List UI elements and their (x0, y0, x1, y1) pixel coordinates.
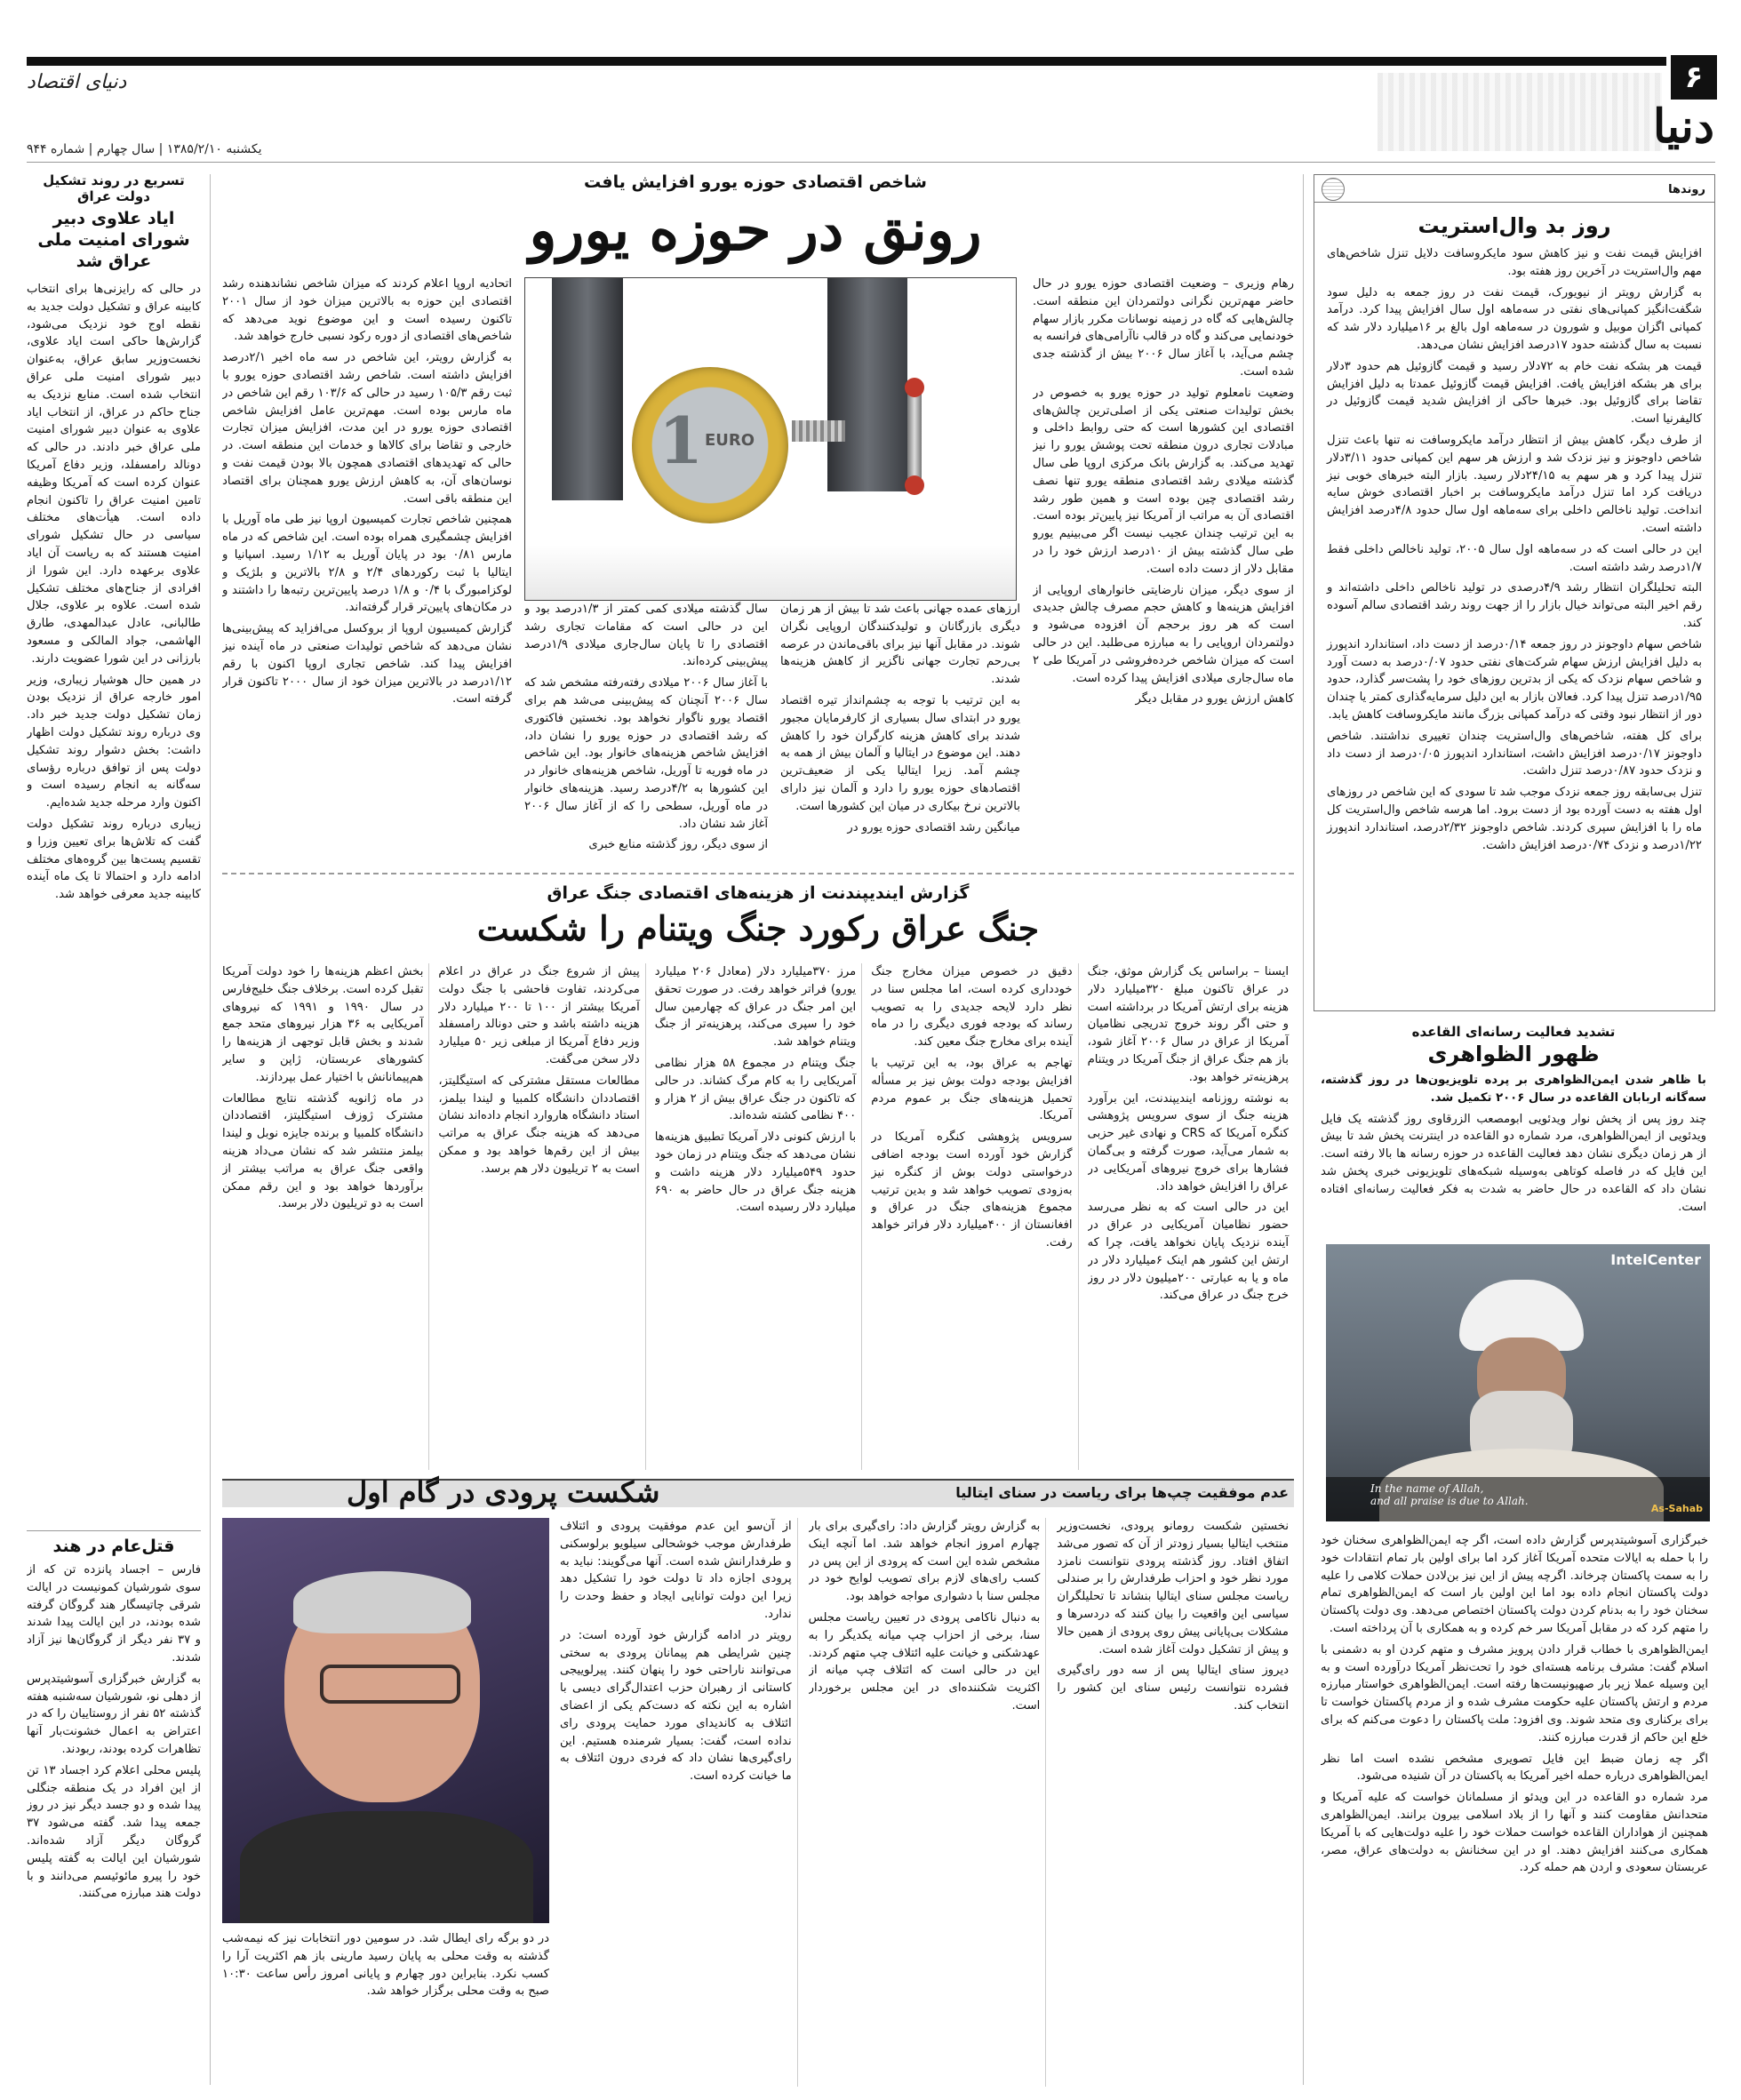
vise-knob (905, 378, 924, 397)
zawahiri-intro: با ظاهر شدن ایمن‌الظواهری بر پرده تلویزیون‌ها در روز گذشته، سه‌گانه اربابان القاعده در سال ۲۰۰۶ تکمیل شد. (1321, 1074, 1706, 1105)
euro-title: رونق در حوزه یورو (529, 197, 982, 264)
iraq-column (871, 963, 1078, 1470)
prodi-caption-wrap (222, 1930, 549, 2081)
euro-paragraph: اتحادیه اروپا اعلام کردند که میزان شاخص نشاندهنده رشد اقتصادی این حوزه به بالاترین میزان خود از سال ۲۰۰۱ تاکنون رسیده است و این موضوع نوید می‌دهد که شاخص‌های اقتصادی از دوره رکود نسبی خارج خواهد شد. (222, 277, 512, 344)
prodi-caption: در دو برگه رای ایطال شد. در سومین دور انتخابات نیز که نیمه‌شب گذشته به وقت محلی به پایان رسید مارینی باز هم اکثریت آرا را کسب نکرد. بنابراین دور چهارم و پایانی امروز رأس ساعت ۱۰:۳۰ صبح به وقت محلی برگزار خواهد شد. (222, 1932, 549, 1999)
iraq-paragraph: مرز ۳۷۰میلیارد دلار (معادل ۲۰۶ میلیارد یورو) فراتر خواهد رفت. در صورت تحقق این امر جنگ در عراق که چهارمین سال خود را سپری می‌کند، پرهزینه‌تر از جنگ ویتنام خواهد شد. (654, 965, 857, 1050)
world-map-graphic (1378, 73, 1662, 151)
alawi-title: ایاد علاوی دبیر شورای امنیت ملی عراق شد (37, 209, 190, 271)
trends-paragraph: قیمت هر بشکه نفت خام به ۷۲دلار رسید و قیمت گازوئیل هم حدود ۳دلار برای هر بشکه افزایش یافت. افزایش قیمت گازوئیل عمدتا به دلیل افزایش تقاضا برای گازوئیل بود. خبرها حاکی از افزایش شدید قیمت گازوئیل در کالیفرنیا است. (1327, 359, 1702, 427)
alawi-paragraph: زیباری درباره روند تشکیل دولت گفت که تلاش‌ها برای تعیین وزرا و تقسیم پست‌ها بین گروه‌های مختلف ادامه دارد و احتمالا تا یک ماه آینده کابینه جدید معرفی خواهد شد. (27, 817, 201, 902)
euro-column-1 (1033, 275, 1294, 866)
euro-paragraph: کاهش ارزش یورو در مقابل دیگر (1135, 692, 1294, 707)
euro-paragraph: رهام وزیری – وضعیت اقتصادی حوزه یورو در حال حاضر مهم‌ترین نگرانی دولتمردان این منطقه است. چالش‌هایی که گاه در زمینه نوسانات مکرر بازار سهام خودنمایی می‌کند و گاه در قالب ناآرامی‌های فرانسه به چشم می‌آید، با آغاز سال ۲۰۰۶ بیش از گذشته جدی شده است. (1033, 277, 1294, 379)
trends-label: روندها (1668, 183, 1705, 196)
prodi-paragraph: از آن‌سو این عدم موفقیت پرودی و ائتلاف طرفدارش موجب خوشحالی سیلویو برلوسکنی و طرفدارانش شده است. آنها می‌گویند: نباید به پرودی اجازه داد تا دولت خود را تشکیل دهد زیرا این دولت توانایی ایجاد و حفظ وحدت را ندارد. (559, 1520, 792, 1621)
zawahiri-intro-wrap (1314, 1072, 1713, 1219)
alawi-paragraph: در همین حال هوشیار زیباری، وزیر امور خارجه عراق از نزدیک بودن زمان تشکیل دولت جدید خبر داد. وی درباره روند تشکیل دولت اظهار داشت: بخش دشوار روند تشکیل دولت پس از توافق درباره رؤسای سه‌گانه به انجام رسیده است و اکنون وارد مرحله جدید شده‌ایم. (27, 673, 201, 810)
trends-paragraph: البته تحلیلگران انتظار رشد ۴/۹درصدی در تولید ناخالص داخلی داشته‌اند و رقم اخیر البته می‌تواند خیال بازار را از جهت روند رشد اقتصادی سالم آسوده کند. (1327, 581, 1702, 630)
column-rule (1303, 174, 1304, 2085)
euro-paragraph: از سوی دیگر، روز گذشته منابع خبری (588, 838, 768, 852)
prodi-hair (293, 1571, 471, 1633)
prodi-column (809, 1518, 1047, 2087)
prodi-kicker: عدم موفقیت چپ‌ها برای ریاست در سنای ایتالیا (955, 1484, 1289, 1501)
trends-paragraph: برای کل هفته، شاخص‌های وال‌استریت چندان تغییری نداشتند. شاخص داوجونز ۰/۱۷درصد افزایش داشت، استاندارد اندپورز ۰/۰۵درصد از دست داد و نزدک حدود ۰/۸۷درصد تنزل داشت. (1327, 729, 1702, 779)
trends-paragraph: از طرف دیگر، کاهش بیش از انتظار درآمد مایکروسافت نه تنها باعث تنزل شاخص داوجونز و نیز نزدک شد و ارزش هر سهم این کمپانی حدود ۳/۱۱دلار تنزل پیدا کرد و هر سهم به ۲۴/۱۵دلار رسید. بازار البته خبرهای خوبی نیز دریافت کرد اما تنزل درآمد مایکروسافت بر اخبار اقتصادی خوش سایه انداخت. تولید ناخالص داخلی برای سه‌ماهه اول سال حدود ۴/۸درصد افزایش داشته است. (1327, 433, 1702, 535)
prodi-title: شکست پرودی در گام اول (347, 1475, 660, 1509)
vise-handle (907, 385, 922, 483)
article-divider (222, 873, 1294, 876)
india-body (27, 1561, 201, 2091)
trends-paragraph: این در حالی است که در سه‌ماهه اول سال ۲۰۰۵، تولید ناخالص داخلی فقط ۱/۷درصد رشد داشته است. (1327, 542, 1703, 574)
prodi-suit (240, 1811, 533, 1923)
iraq-title: جنگ عراق رکورد جنگ ویتنام را شکست (476, 908, 1040, 948)
iraq-column (438, 963, 645, 1470)
euro-paragraph: سال گذشته میلادی کمی کمتر از ۱/۳درصد بود و این در حالی است که مقامات تجاری رشد اقتصادی را تا پایان سال‌جاری میلادی ۱/۹درصد پیش‌بینی کرده‌اند. (524, 603, 768, 669)
vise-knob (905, 475, 924, 495)
alawi-paragraph: در حالی که رایزنی‌ها برای انتخاب کابینه عراق و تشکیل دولت جدید به نقطه اوج خود نزدیک می‌شود، گزارش‌ها حاکی است ایاد علاوی، نخست‌وزیر سابق عراق، به‌عنوان دبیر شورای امنیت ملی عراق انتخاب شده است. منابع نزدیک به جناح حاکم در عراق، از انتخاب ایاد علاوی به عنوان دبیر شورای امنیت ملی عراق خبر دادند. در حالی که دونالد رامسفلد، وزیر دفاع آمریکا عنوان کرده است که آمریکا وظیفه تامین امنیت عراق را تاکنون انجام داده است. هیأت‌های مختلف سیاسی در حال تشکیل شورای امنیت هستند که به ریاست آن ایاد علاوی برعهده دارد. این شورا از افرادی از جناح‌های مختلف تشکیل شده است. علاوه بر علاوی، جلال طالبانی، عادل عبدالمهدی، طارق الهاشمی، جواد المالکی و مسعود بارزانی در این شورا عضویت دارند. (27, 283, 201, 666)
prodi-paragraph: رویتر در ادامه گزارش خود آورده است: در چنین شرایطی هم پیمانان پرودی به سختی می‌توانند ناراحتی خود را پنهان کنند. پیرلوییجی کاستانی از رهبران حزب اعتدال‌گرای دیسی با اشاره به این نکته که دست‌کم یکی از اعضای ائتلاف به کاندیدای مورد حمایت پرودی رای نداده است، گفت: بسیار شرمنده هستیم. این رای‌گیری‌ها نشان داد که فردی درون ائتلاف به ما خیانت کرده است. (559, 1628, 792, 1784)
caption-line-2: and all praise is due to Allah. (1370, 1495, 1529, 1507)
vise-base (525, 545, 1016, 600)
iraq-paragraph: سرویس پژوهشی کنگره آمریکا در گزارش خود آورده است بودجه اضافی درخواستی دولت بوش از کنگره نیز به‌زودی تصویب خواهد شد و بدین ترتیب مجموع هزینه‌های جنگ در عراق و افغانستان از ۴۰۰میلیارد دلار فراتر خواهد رفت. (871, 1130, 1073, 1250)
as-sahab-logo: As-Sahab (1650, 1503, 1703, 1514)
trends-paragraph: افزایش قیمت نفت و نیز کاهش سود مایکروسافت دلایل تنزل شاخص‌های مهم وال‌استریت در آخرین روز هفته بود. (1327, 247, 1702, 278)
header-divider (27, 162, 1715, 163)
zawahiri-paragraph: خبرگزاری آسوشیتدپرس گزارش داده است، اگر چه ایمن‌الظواهری سخنان خود را با حمله به ایالات متحده آمریکا آغاز کرد اما برای اولین بار تمام انتقادات خود را به سمت پاکستان چرخاند. اگرچه پیش از این نیز بن‌لادن حملات کلامی را علیه دولت پاکستان انجام داده بود اما این اولین بار است که ایمن‌الظواهری تمام سخنان خود را به بدنام کردن دولت پاکستان اختصاص می‌دهد. وی دولت پاکستان را متهم کرد که در مقابل آمریکا سر خم کرده و به همکاری با آن پرداخته است. (1321, 1534, 1708, 1635)
zawahiri-kicker: تشدید فعالیت رسانه‌ای القاعده (1411, 1024, 1616, 1040)
section-title: دنیا (1652, 100, 1714, 154)
prodi-photo (222, 1518, 549, 1923)
prodi-header-bar (222, 1475, 1294, 1509)
zawahiri-paragraph: چند روز پس از پخش نوار ویدئویی ابومصعب الزرقاوی روز گذشته یک فایل ویدئویی از ایمن‌الظواهری، مرد شماره دو القاعده در اینترنت پخش شد تا بیش از هر زمان دیگری نشان دهد فعالیت القاعده در حوزه رسانه ها بالا رفته است. این فایل که در فاصله کوتاهی به‌وسیله شبکه‌های تلویزیونی خبری پخش شد نشان داد که القاعده در حال حاضر به شدت به فکر فعالیت رسانه‌ای افتاده است. (1321, 1112, 1706, 1214)
euro-paragraph: به این ترتیب با توجه به چشم‌انداز تیره اقتصاد یورو در ابتدای سال بسیاری از کارفرمایان مجبور شدند برای کاهش هزینه کارگران خود را کاهش دهند. این موضوع در ایتالیا و آلمان بیش از همه به چشم آمد. زیرا ایتالیا یکی از ضعیف‌ترین اقتصادهای حوزه یورو را دارد و آلمان نیز دارای بالاترین نرخ بیکاری در میان این کشورها است. (780, 693, 1020, 813)
zawahiri-paragraph: ایمن‌الظواهری با خطاب قرار دادن پرویز مشرف و متهم کردن او به دشمنی با اسلام گفت: مشرف برنامه هسته‌ای خود را تحت‌نظر آمریکا درآورده است و به این وسیله عملا زیر بار صهیونیست‌ها رفته است. ایمن‌الظواهری خواستار مبارزه مردم و ارتش پاکستان علیه حکومت مشرف شده و از مردم پاکستان خواست تا برای برکناری وی متحد شوند. وی افزود: ملت پاکستان را دعوت می‌کنم که برای خلع این حاکم از قدرت مبارزه کنند. (1321, 1642, 1708, 1745)
zawahiri-photo (1326, 1244, 1710, 1521)
caption-line-1: In the name of Allah, (1370, 1482, 1484, 1495)
zawahiri-article (1314, 1024, 1713, 1219)
prodi-column (560, 1518, 798, 2087)
india-title: قتل‌عام در هند (27, 1530, 201, 1556)
euro-column-2 (780, 601, 1020, 866)
iraq-column (655, 963, 862, 1470)
coin-value: 1 (659, 403, 704, 478)
trends-paragraph: تنزل بی‌سابقه روز جمعه نزدک موجب شد تا سودی که این شاخص در روزهای اول هفته به دست آورده بود از دست برود. اما هرسه شاخص وال‌استریت کل ماه را با افزایش سپری کردند. شاخص داوجونز ۲/۳۲درصد، استاندارد اندپورز ۱/۲۲درصد و نزدک ۰/۷۴درصد افزایش داشت. (1327, 786, 1703, 852)
euro-column-3 (524, 601, 768, 866)
iraq-paragraph: تهاجم به عراق بود، به این ترتیب با افزایش بودجه دولت بوش نیز بر مسأله تحمیل هزینه‌های جنگ بر عموم مردم آمریکا. (871, 1056, 1073, 1123)
masthead-logo: دنیای اقتصاد (27, 71, 127, 93)
prodi-glasses (320, 1665, 460, 1704)
coin-text: EURO (705, 431, 755, 450)
page-number: ۶ (1671, 55, 1717, 100)
trends-paragraph: شاخص سهام داوجونز در روز جمعه ۰/۱۴درصد از دست داد، استاندارد اندپورز به دلیل افزایش ارزش سهام شرکت‌های نفتی حدود ۰/۰۷درصد به دست آورد و شاخص سهام نزدک که یکی از بدترین روزهای خود را پشت‌سر گذارد، حدود ۱/۹۵درصد تنزل پیدا کرد. فعالان بازار به این دلیل سرمایه‌گذاری کمتر یا چندان دور از انتظار نبود وقتی که درآمد کمپانی بزرگ مانند مایکروسافت کاهش یابد. (1327, 637, 1703, 722)
column-rule (210, 174, 211, 2085)
euro-paragraph: با آغاز سال ۲۰۰۶ میلادی رفته‌رفته مشخص شد که سال ۲۰۰۶ آنچنان که پیش‌بینی می‌شد هم برای اقتصاد یورو ناگوار نخواهد بود. نخستین فاکتوری که رشد اقتصادی در حوزه یورو را نشان داد، افزایش شاخص هزینه‌های خانوار بود. این شاخص در ماه فوریه تا آوریل، شاخص هزینه‌های خانوار در این کشورها به ۴/۲درصد رسید. هزینه‌های خانوار در ماه آوریل، سطحی را که از آغاز سال ۲۰۰۶ آغاز شد نشان داد. (524, 676, 768, 831)
euro-coin (632, 367, 788, 523)
zawahiri-paragraph: مرد شماره دو القاعده در این ویدئو از مسلمانان خواست که علیه آمریکا و متحدانش مقاومت کنند و آنها را از بلاد اسلامی بیرون برانند. ایمن‌الظواهری همچنین از هواداران القاعده خواست حملات خود را علیه دولت‌هایی که با آمریکا همکاری می‌کنند افزایش دهند. او در این سخنانش به دولت‌های عراق، مصر، عربستان سعودی و اردن هم حمله کرد. (1321, 1791, 1708, 1875)
euro-column-4 (222, 275, 512, 866)
trends-title: روز بد وال‌استریت (1418, 213, 1611, 238)
globe-icon (1322, 178, 1345, 201)
euro-kicker: شاخص اقتصادی حوزه یورو افزایش یافت (584, 172, 927, 192)
iraq-paragraph: بخش اعظم هزینه‌ها را خود دولت آمریکا تقبل کرده است. برخلاف جنگ خلیج‌فارس در سال ۱۹۹۰ و ۱۹۹۱ که نیروهای آمریکایی به ۳۶ هزار نیروهای متحد جمع شدند و بخش قابل توجهی از هزینه‌ها را کشورهای عربستان، ژاپن و سایر هم‌پیمانانش با اختیار عمل بپردازند. (221, 965, 424, 1084)
trends-paragraph: به گزارش رویتر از نیویورک، قیمت نفت در روز جمعه به دلیل سود شگفت‌انگیز کمپانی‌های نفتی در سه‌ماهه اول سال افزایش پیدا کرد. درآمد کمپانی اگزان موبیل و شورون در سه‌ماهه اول بالغ بر ۱۶میلیارد دلار شد که نسبت به سال گذشته حدود ۱۷درصد افزایش نشان می‌دهد. (1327, 285, 1702, 352)
euro-coin-vise-illustration (524, 277, 1017, 601)
india-paragraph: به گزارش خبرگزاری آسوشیتدپرس از دهلی نو، شورشیان سه‌شنبه هفته گذشته ۵۲ نفر از روستاییان را که در اعتراض به اعمال خشونت‌بار آنها تظاهرات کرده بودند، ربودند. (27, 1672, 201, 1756)
prodi-column (1057, 1518, 1294, 2087)
euro-paragraph: به گزارش رویتر، این شاخص در سه ماه اخیر ۲/۱درصد افزایش داشته است. شاخص رشد اقتصادی حوزه یورو با ثبت رقم ۱۰۵/۳ رسید در حالی که ۱۰۳/۶ رقم این شاخص در ماه مارس بوده است. مهم‌ترین عامل افزایش شاخص اقتصادی حوزه یورو در این مدت، افزایش میزان تجارت خارجی و تقاضا برای کالاها و خدمات این منطقه است. در حالی که تهدیدهای اقتصادی همچون بالا بودن قیمت نفت و نوسان‌های آن، به کاهش ارزش یورو همچنان برای اقتصاد این منطقه باقی است. (222, 351, 512, 506)
iraq-paragraph: جنگ ویتنام در مجموع ۵۸ هزار نظامی آمریکایی را به کام مرگ کشاند. در حالی که تاکنون در جنگ عراق بیش از ۲ هزار و ۴۰۰ نظامی کشته شده‌اند. (654, 1056, 857, 1123)
euro-paragraph: از سوی دیگر، میزان نارضایتی خانوارهای اروپایی از افزایش هزینه‌ها و کاهش حجم مصرف چالش جدیدی است که هر روز برحجم آن افزوده می‌شود و دولتمردان اروپایی را به مبارزه می‌طلبد. این در حالی است که میزان شاخص خرده‌فروشی در آمریکا طی ۲ ماه سال‌جاری میلادی افزایش پیدا کرده است. (1033, 583, 1294, 685)
iraq-paragraph: دقیق در خصوص میزان مخارج جنگ خودداری کرده است، اما مجلس سنا در نظر دارد لایحه جدیدی را به تصویب رساند که بودجه فوری دیگری را در ماه آینده برای مخارج جنگ معین کند. (871, 965, 1073, 1050)
zawahiri-paragraph: اگر چه زمان ضبط این فایل تصویری مشخص نشده است اما نظر ایمن‌الظواهری درباره حمله اخیر آمریکا به پاکستان در آن شنیده می‌شود. (1321, 1752, 1708, 1784)
prodi-paragraph: به گزارش رویتر گزارش داد: رای‌گیری برای بار چهارم امروز انجام خواهد شد. اما آنچه اینک مشخص شده این است که پرودی از این پس در کسب رای‌های لازم برای تصویب لوایح خود در مجلس سنا با دشواری مواجه خواهد بود. (808, 1520, 1041, 1604)
prodi-columns (560, 1518, 1294, 2087)
iraq-column (222, 963, 429, 1470)
prodi-paragraph: به دنبال ناکامی پرودی در تعیین ریاست مجلس سنا، برخی از احزاب چپ میانه یکدیگر را به عهدشکنی و خیانت علیه ائتلاف چپ متهم کردند. این در حالی است که ائتلاف چپ میانه از اکثریت شکننده‌ای در این مجلس برخوردار است. (808, 1610, 1041, 1713)
zawahiri-title: ظهور الظواهری (1427, 1042, 1600, 1066)
zawahiri-body (1321, 1532, 1708, 2083)
euro-paragraph: گزارش کمیسیون اروپا از بروکسل می‌افزاید که پیش‌بینی‌ها نشان می‌دهد که شاخص تولیدات صنعتی در ماه آینده نیز افزایش پیدا کند. شاخص تجاری اروپا اکنون با رقم ۱/۱۲درصد در بالاترین میزان خود از سال ۲۰۰۰ تاکنون قرار گرفته است. (222, 622, 512, 707)
india-paragraph: پلیس محلی اعلام کرد اجساد ۱۳ تن از این افراد در یک منطقه جنگلی پیدا شده و دو جسد دیگر نیز در روز جمعه پیدا شد. گفته می‌شود ۳۷ گروگان دیگر آزاد شده‌اند. شورشیان این ایالت به گفته پلیس خود را پیرو مائوئیسم می‌دانند و با دولت هند مبارزه می‌کنند. (27, 1763, 201, 1901)
india-paragraph: فارس – اجساد پانزده تن که از سوی شورشیان کمونیست در ایالت شرقی چاتیسگار هند گروگان گرفته شده بودند، در این ایالت پیدا شدند و ۳۷ نفر دیگر از گروگان‌ها نیز آزاد شدند. (27, 1563, 201, 1665)
vise-screw (792, 420, 845, 442)
alawi-article (27, 172, 201, 1445)
alawi-kicker: تسریع در روند تشکیل دولت عراق (43, 172, 185, 204)
prodi-paragraph: دیروز سنای ایتالیا پس از سه دور رای‌گیری فشرده نتوانست رئیس سنای این کشور را انتخاب کند. (1057, 1664, 1289, 1713)
iraq-paragraph: پیش از شروع جنگ در عراق در اعلام می‌کردند، تفاوت فاحشی با جنگ دولت آمریکا بیشتر از ۱۰۰ تا ۲۰۰ میلیارد دلار هزینه داشته باشد و حتی دونالد رامسفلد وزیر دفاع آمریکا از مبلغی زیر ۵۰ میلیارد دلار سخن می‌گفت. (438, 965, 640, 1066)
trends-body (1314, 245, 1714, 1010)
vise-jaw-left (552, 278, 623, 500)
issue-line: یکشنبه ۱۳۸۵/۲/۱۰ | سال چهارم | شماره ۹۴۴ (27, 142, 262, 156)
trends-box (1314, 174, 1715, 1011)
euro-paragraph: همچنین شاخص تجارت کمیسیون اروپا نیز طی ماه آوریل با افزایش چشمگیری همراه بوده است. این شاخص که در ماه مارس ۰/۸۱ بود در پایان آوریل به ۱/۱۲ رسید. اسپانیا و ایتالیا با ثبت رکوردهای ۲/۴ و ۲/۸ بالاترین و بلژیک و لوکزامبورگ با ۰/۴ و ۱/۸ درصد پایین‌ترین رتبه‌ها را داشتند و در مکان‌های پایین‌تر قرار گرفته‌اند. (222, 513, 512, 615)
iraq-column (1088, 963, 1294, 1470)
prodi-paragraph: نخستین شکست رومانو پرودی، نخست‌وزیر منتخب ایتالیا بسیار زودتر از آن که تصور می‌شد اتفاق افتاد. روز گذشته پرودی نتوانست نامزد مورد نظر خود و احزاب طرفدارش را بر صندلی ریاست مجلس سنای ایتالیا بنشاند تا تحلیلگران سیاسی این واقعیت را بیان کنند که دردسرها و مشکلات بی‌پایانی پیش روی پرودی از همین حالا و پیش از تشکیل دولت آغاز شده است. (1057, 1520, 1289, 1657)
euro-paragraph: ارزهای عمده جهانی باعث شد تا بیش از هر زمان دیگری بازرگانان و تولیدکنندگان اروپایی نگران شوند. در مقابل آنها نیز برای باقی‌ماندن در عرصه بی‌رحم تجارت جهانی ناگزیر از کاهش هزینه‌ها شدند. (780, 603, 1020, 687)
iraq-paragraph: مطالعات مستقل مشترکی که استیگلیتز، اقتصاددان دانشگاه کلمبیا و لیندا بیلمز، استاد دانشگاه هاروارد انجام داده‌اند نشان می‌دهد که هزینه جنگ عراق به مراتب بیش از این رقم‌ها خواهد بود و ممکن است به ۲ تریلیون دلار هم برسد. (438, 1074, 640, 1176)
iraq-paragraph: به نوشته روزنامه ایندیپندنت، این برآورد هزینه جنگ از سوی سرویس پژوهشی کنگره آمریکا که CRS و نهادی غیر حزبی به شمار می‌آید، صورت گرفته و بی‌گمان فشارها برای خروج نیروهای آمریکایی در عراق را افزایش خواهد داد. (1087, 1091, 1289, 1194)
video-caption (1326, 1477, 1710, 1521)
euro-paragraph: میانگین رشد اقتصادی حوزه یورو در (847, 820, 1020, 834)
iraq-paragraph: در ماه ژانویه گذشته نتایج مطالعات مشترک ژوزف استیگلیتز، اقتصاددان دانشگاه کلمبیا و برنده جایزه نوبل و لیندا بیلمز منتشر شد که نشان می‌داد هزینه واقعی جنگ عراق به مراتب بیشتر از برآوردها خواهد بود و این رقم ممکن است به دو تریلیون دلار برسد. (221, 1091, 424, 1211)
iraq-kicker: گزارش ایندیپندنت از هزینه‌های اقتصادی جنگ عراق (547, 883, 970, 903)
euro-paragraph: وضعیت نامعلوم تولید در حوزه یورو به خصوص در بخش تولیدات صنعتی یکی از اصلی‌ترین چالش‌های اقتصادی این کشورها است که حتی روابط داخلی و مبادلات تجاری درون منطقه تحت پوشش یورو را نیز تهدید می‌کند. به گزارش بانک مرکزی اروپا طی سال گذشته میلادی رشد اقتصادی منطقه یورو تنها نصف رشد اقتصادی چین بوده است و همین طور رشد اقتصادی آن به مراتب از آمریکا نیز پایین‌تر بوده است. به این ترتیب چندان عجیب نیست اگر می‌بینیم یورو طی سال گذشته بیش از ۱۰درصد ارزش خود را در مقابل دلار از دست داده است. (1033, 386, 1294, 576)
alawi-body (27, 281, 201, 1445)
top-rule (27, 57, 1666, 66)
india-article (27, 1530, 201, 2091)
iraq-columns (222, 963, 1294, 1470)
intelcenter-logo: IntelCenter (1610, 1251, 1701, 1268)
iraq-paragraph: این در حالی است که به نظر می‌رسد حضور نظامیان آمریکایی در عراق در آینده نزدیک پایان نخواهد یافت، چرا که ارتش این کشور هم اینک ۶میلیارد دلار در ماه و یا به عبارتی ۲۰۰میلیون دلار در روز خرج جنگ در عراق می‌کند. (1087, 1201, 1289, 1303)
iraq-paragraph: ایسنا – براساس یک گزارش موثق، جنگ در عراق تاکنون مبلغ ۳۲۰میلیارد دلار هزینه برای ارتش آمریکا در برداشته است و حتی اگر روند خروج تدریجی نظامیان آمریکا از عراق در سال ۲۰۰۶ آغاز شود، باز هم جنگ عراق از جنگ آمریکا در ویتنام پرهزینه‌تر خواهد بود. (1087, 965, 1289, 1084)
vise-jaw-right (827, 278, 907, 491)
iraq-paragraph: با ارزش کنونی دلار آمریکا تطبیق هزینه‌ها نشان می‌دهد که جنگ ویتنام در زمان خود حدود ۵۴۹میلیارد دلار هزینه داشت و هزینه جنگ عراق در حال حاضر به ۶۹۰ میلیارد دلار رسیده است. (654, 1130, 857, 1215)
